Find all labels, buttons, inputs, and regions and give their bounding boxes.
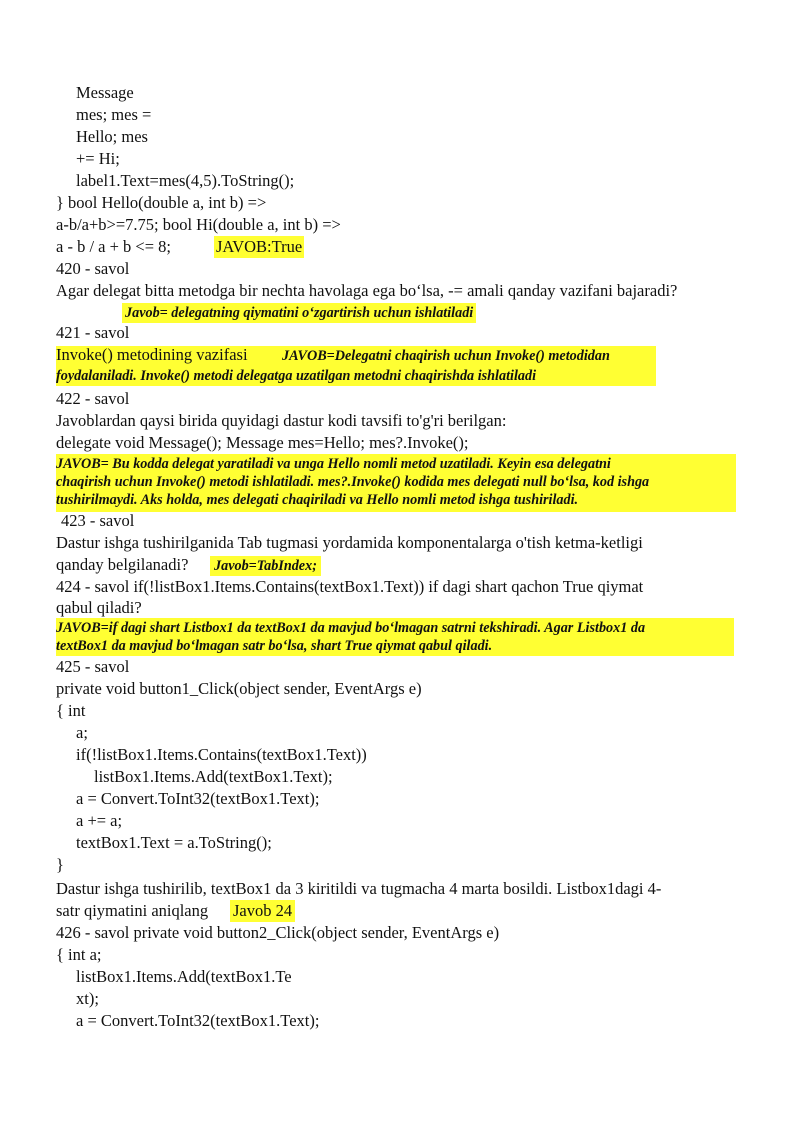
- question-number: 422 - savol: [56, 389, 130, 408]
- question-text: satr qiymatini aniqlang: [56, 901, 209, 920]
- question-text: qanday belgilanadi?: [56, 555, 189, 574]
- code-line: a-b/a+b>=7.75; bool Hi(double a, int b) =>: [56, 215, 341, 234]
- code-line: { int: [56, 701, 86, 720]
- code-line: listBox1.Items.Add(textBox1.Te: [76, 967, 292, 986]
- code-line: textBox1.Text = a.ToString();: [76, 833, 272, 852]
- question-code: delegate void Message(); Message mes=Hello; mes?.Invoke();: [56, 433, 469, 452]
- code-line: a = Convert.ToInt32(textBox1.Text);: [76, 789, 320, 808]
- answer-421-line: foydalaniladi. Invoke() metodi delegatga uzatilgan metodni chaqirishda ishlatiladi: [56, 368, 537, 384]
- answer-421-line: JAVOB=Delegatni chaqirish uchun Invoke() metodidan: [282, 348, 610, 364]
- answer-425: Javob 24: [230, 900, 295, 922]
- question-number: 421 - savol: [56, 323, 130, 342]
- code-line: listBox1.Items.Add(textBox1.Text);: [94, 767, 333, 786]
- code-line: a;: [76, 723, 88, 742]
- question-text: Agar delegat bitta metodga bir nechta havolaga ega bo‘lsa, -= amali qanday vazifani bajaradi?: [56, 281, 678, 300]
- answer-422-line: chaqirish uchun Invoke() metodi ishlatiladi. mes?.Invoke() kodida mes delegati null bo‘lsa, kod ishga: [56, 474, 650, 490]
- answer-423: Javob=TabIndex;: [210, 556, 321, 576]
- question-text: 426 - savol private void button2_Click(object sender, EventArgs e): [56, 923, 500, 942]
- answer-422-line: tushirilmaydi. Aks holda, mes delegati chaqiriladi va Hello nomli metod ishga tushiriladi.: [56, 492, 579, 508]
- question-number: 425 - savol: [56, 657, 130, 676]
- answer-424-line: JAVOB=if dagi shart Listbox1 da textBox1 da mavjud bo‘lmagan satrni tekshiradi. Agar Listbox1 da: [56, 620, 646, 636]
- code-line: a += a;: [76, 811, 123, 830]
- code-line: Hello; mes: [76, 127, 148, 146]
- code-line: a - b / a + b <= 8;: [56, 237, 171, 256]
- answer-422-line: JAVOB= Bu kodda delegat yaratiladi va unga Hello nomli metod uzatiladi. Keyin esa delegatni: [56, 456, 611, 472]
- question-number: 420 - savol: [56, 259, 130, 278]
- code-line: private void button1_Click(object sender, EventArgs e): [56, 679, 422, 698]
- question-text: Dastur ishga tushirilganida Tab tugmasi yordamida komponentalarga o'tish ketma-ketligi: [56, 533, 643, 552]
- question-text: Invoke() metodining vazifasi: [56, 345, 248, 364]
- question-number: 423 - savol: [61, 511, 135, 530]
- answer-420: Javob= delegatning qiymatini o‘zgartirish uchun ishlatiladi: [122, 303, 476, 323]
- answer-419: JAVOB:True: [216, 237, 303, 256]
- code-line: }: [56, 855, 64, 874]
- answer-424-line: textBox1 da mavjud bo‘lmagan satr bo‘lsa, shart True qiymat qabul qiladi.: [56, 638, 493, 654]
- code-line: += Hi;: [76, 149, 120, 168]
- question-text: qabul qiladi?: [56, 598, 142, 617]
- code-line: Message: [76, 83, 134, 102]
- question-text: Dastur ishga tushirilib, textBox1 da 3 kiritildi va tugmacha 4 marta bosildi. Listbox1dagi 4-: [56, 879, 662, 898]
- code-line: { int a;: [56, 945, 102, 964]
- code-line: if(!listBox1.Items.Contains(textBox1.Text)): [76, 745, 367, 764]
- code-line: } bool Hello(double a, int b) =>: [56, 193, 267, 212]
- code-line: mes; mes =: [76, 105, 152, 124]
- code-line: label1.Text=mes(4,5).ToString();: [76, 171, 295, 190]
- question-text: 424 - savol if(!listBox1.Items.Contains(textBox1.Text)) if dagi shart qachon True qiymat: [56, 577, 644, 596]
- code-line: xt);: [76, 989, 99, 1008]
- code-line: a = Convert.ToInt32(textBox1.Text);: [76, 1011, 320, 1030]
- question-text: Javoblardan qaysi birida quyidagi dastur kodi tavsifi to'g'ri berilgan:: [56, 411, 507, 430]
